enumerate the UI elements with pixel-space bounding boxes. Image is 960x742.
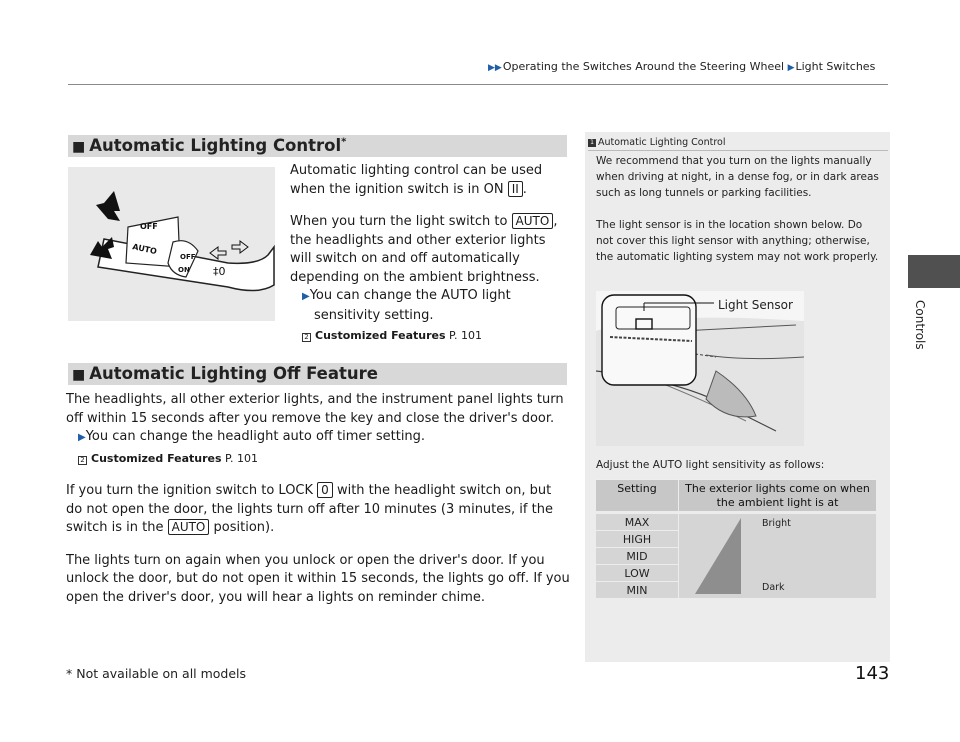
paragraph: Automatic lighting control can be used when the ignition switch is in ON II .	[290, 163, 543, 197]
sidebar-paragraph: We recommend that you turn on the lights manually when driving at night, in a dense fog, or in dark areas such as long tunnels or parking facilities.	[596, 155, 879, 199]
key-symbol-auto: AUTO	[168, 519, 210, 535]
double-arrow-icon: ▶▶	[488, 63, 502, 73]
reference-icon: 1	[588, 139, 596, 147]
light-sensor-label: Light Sensor	[718, 298, 793, 312]
light-sensor-illustration	[596, 291, 804, 446]
sidebar-paragraph: Adjust the AUTO light sensitivity as follows:	[596, 459, 825, 471]
breadcrumb-item[interactable]: Light Switches	[795, 60, 876, 73]
bright-label: Bright	[762, 518, 791, 529]
section-heading	[68, 135, 567, 157]
arrow-icon: ▶	[78, 432, 86, 443]
paragraph: If you turn the ignition switch to LOCK 0 with the headlight switch on, but do not open the door, the lights turn off after 10 minutes (3 minutes, if the switch is in the AUTO position).	[66, 483, 553, 535]
breadcrumb-item[interactable]: Operating the Switches Around the Steering Wheel	[502, 60, 785, 73]
figure-label-auto: AUTO	[131, 242, 158, 257]
paragraph: The lights turn on again when you unlock or open the driver's door. If you unlock the door, but do not open it within 15 seconds, the lights go off. If you open the driver's door, you will hear a lights on reminder chime.	[66, 552, 570, 605]
reference-icon: 2	[302, 333, 311, 342]
light-sensor-photo	[596, 291, 804, 446]
figure-label-on: ON	[178, 266, 190, 274]
figure-label-off-ring: OFF	[180, 253, 196, 261]
section2-body	[66, 391, 571, 621]
arrow-icon: ▶	[787, 63, 795, 73]
figure-label-off: OFF	[140, 222, 158, 231]
paragraph: The headlights, all other exterior lights, and the instrument panel lights turn off within 15 seconds after you remove the key and close the driver's door.	[66, 392, 564, 426]
table-row: MIN	[596, 582, 678, 599]
sidebar-paragraph: The light sensor is in the location shown below. Do not cover this light sensor with anything; otherwise, the automatic lighting system may not work properly.	[596, 219, 879, 263]
paragraph: When you turn the light switch to AUTO , the headlights and other exterior lights will switch on and off automatically depending on the ambient brightness.	[290, 214, 558, 285]
chapter-tab	[908, 255, 960, 288]
fog-light-icon: ‡0	[213, 265, 226, 278]
cross-reference-link[interactable]: 2 Customized Features P. 101	[290, 327, 570, 346]
footnote: * Not available on all models	[66, 666, 247, 681]
table-row: HIGH	[596, 531, 678, 548]
table-header-setting: Setting	[617, 482, 657, 495]
square-bullet-icon: ■	[72, 139, 86, 155]
table-row: MID	[596, 548, 678, 565]
table-row: LOW	[596, 565, 678, 582]
note: ▶You can change the headlight auto off timer setting.	[78, 429, 426, 444]
sensitivity-table-header	[596, 479, 876, 511]
reference-icon: 2	[78, 456, 87, 465]
chapter-label: Controls	[913, 300, 927, 350]
note: ▶You can change the AUTO light sensitivity setting.	[302, 288, 511, 323]
dark-label: Dark	[762, 582, 785, 593]
footnote-mark: *	[341, 136, 347, 148]
section1-body	[290, 162, 570, 346]
section-heading	[68, 363, 567, 385]
section-title: Automatic Lighting Control	[89, 136, 342, 155]
breadcrumb	[488, 60, 875, 73]
sidebar-divider	[588, 150, 888, 151]
key-symbol-auto: AUTO	[512, 213, 554, 229]
arrow-icon: ▶	[302, 291, 310, 302]
key-symbol-lock: 0	[317, 482, 333, 498]
cross-reference-link[interactable]: 2 Customized Features P. 101	[66, 450, 571, 469]
table-row: MAX	[596, 514, 678, 531]
key-symbol-ii: II	[508, 181, 523, 197]
sidebar-title: 1 Automatic Lighting Control	[588, 137, 726, 148]
light-switch-figure	[68, 167, 275, 321]
light-switch-illustration	[68, 167, 275, 321]
page-number: 143	[855, 663, 890, 684]
table-header-condition: The exterior lights come on when the ambient light is at	[678, 480, 876, 512]
header-divider	[68, 84, 888, 85]
section-title: Automatic Lighting Off Feature	[89, 364, 378, 383]
square-bullet-icon: ■	[72, 367, 86, 383]
